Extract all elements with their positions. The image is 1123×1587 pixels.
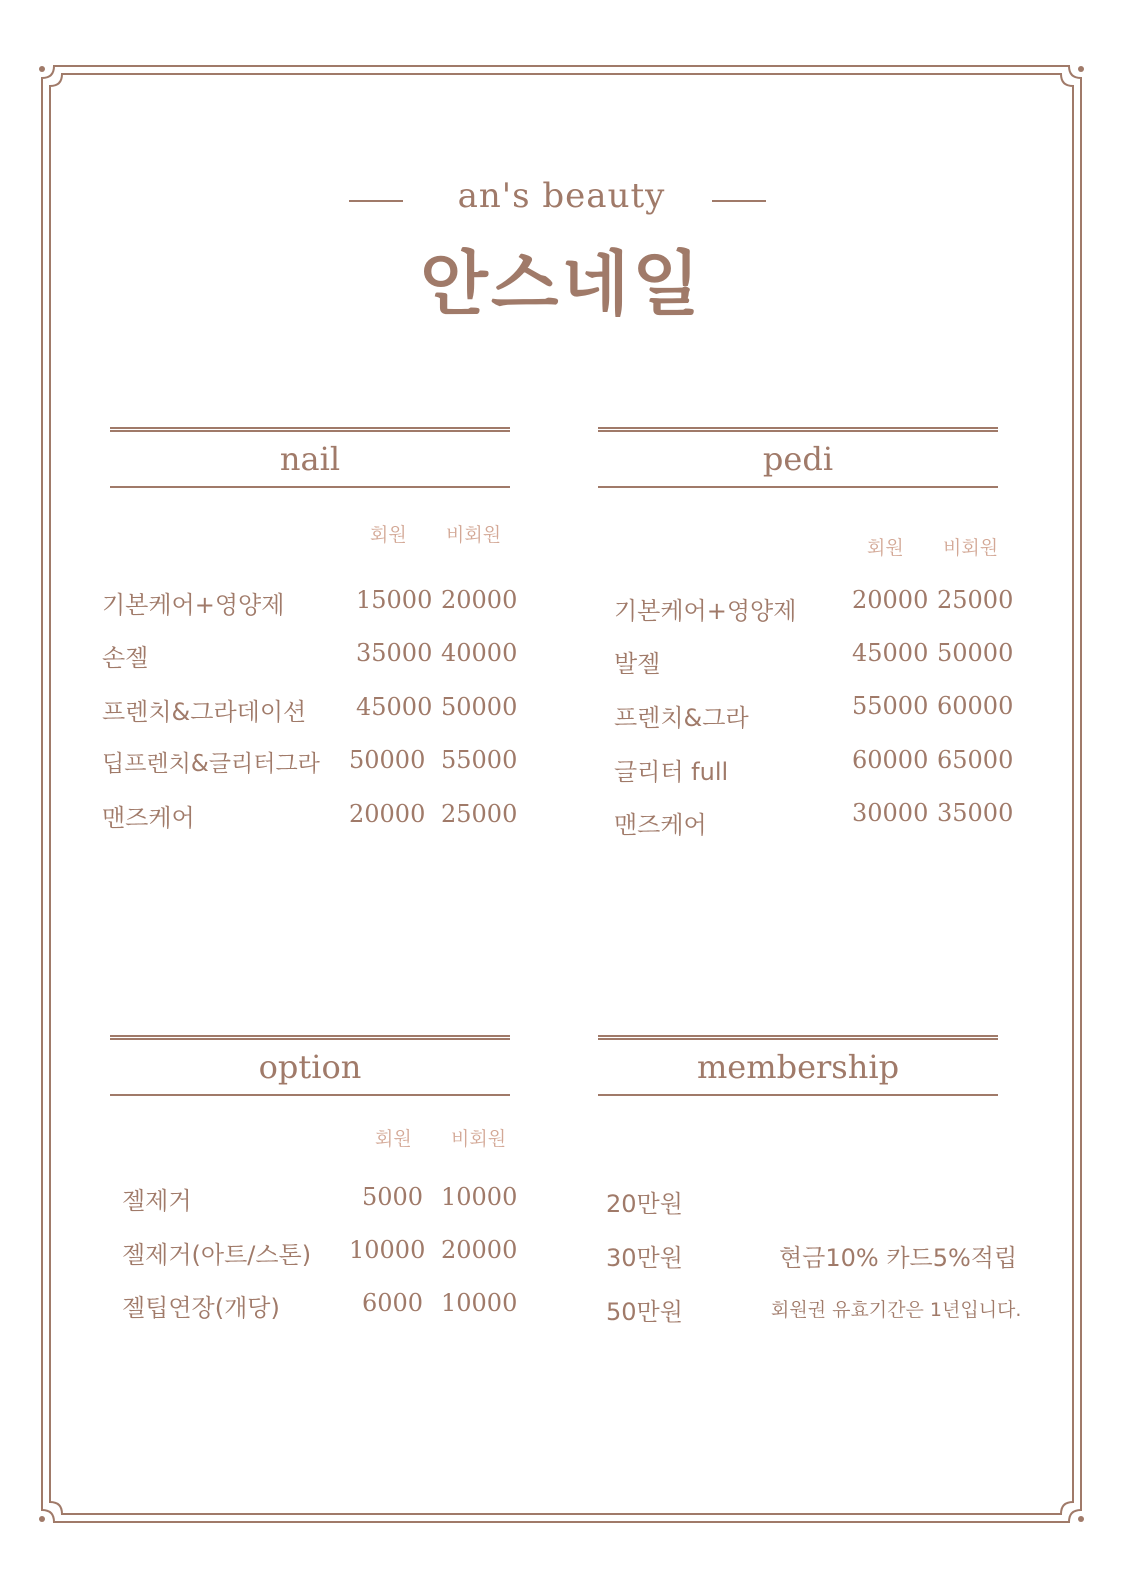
nail-section-header bbox=[110, 427, 510, 488]
option-item-name: 젤팁연장(개당) bbox=[122, 1294, 280, 1322]
nail-item-member-price: 20000 bbox=[349, 800, 426, 828]
pedi-item-nonmember-price: 35000 bbox=[937, 799, 1014, 827]
membership-section-header bbox=[598, 1035, 998, 1096]
pedi-nonmember-header: 비회원 bbox=[943, 537, 999, 559]
pedi-section-title: pedi bbox=[762, 440, 834, 478]
nail-item-member-price: 45000 bbox=[356, 693, 433, 721]
corner-dot bbox=[39, 66, 45, 72]
pedi-item-nonmember-price: 50000 bbox=[937, 639, 1014, 667]
membership-tier: 50만원 bbox=[606, 1298, 683, 1326]
option-nonmember-header: 비회원 bbox=[451, 1128, 507, 1150]
pedi-item-member-price: 45000 bbox=[852, 639, 929, 667]
nail-item-name: 맨즈케어 bbox=[102, 804, 195, 832]
option-item-nonmember-price: 10000 bbox=[441, 1183, 518, 1211]
section-bottom-rule bbox=[110, 486, 510, 488]
pedi-item-name: 발젤 bbox=[614, 650, 661, 678]
pedi-item-nonmember-price: 65000 bbox=[937, 746, 1014, 774]
pedi-member-header: 회원 bbox=[867, 537, 904, 559]
nail-item-nonmember-price: 50000 bbox=[441, 693, 518, 721]
nail-item-name: 기본케어+영양제 bbox=[102, 591, 285, 619]
pedi-item-member-price: 60000 bbox=[852, 746, 929, 774]
option-item-member-price: 10000 bbox=[349, 1236, 426, 1264]
section-bottom-rule bbox=[598, 1094, 998, 1096]
nail-item-nonmember-price: 40000 bbox=[441, 639, 518, 667]
pedi-item-member-price: 30000 bbox=[852, 799, 929, 827]
brand-english-name: an's beauty bbox=[457, 176, 666, 216]
pedi-item-name: 글리터 full bbox=[614, 758, 729, 786]
nail-item-name: 프렌치&그라데이션 bbox=[102, 698, 307, 726]
pedi-item-member-price: 20000 bbox=[852, 586, 929, 614]
option-item-name: 젤제거 bbox=[122, 1187, 192, 1215]
section-bottom-rule bbox=[598, 486, 998, 488]
membership-section-title: membership bbox=[696, 1048, 900, 1086]
pedi-item-name: 프렌치&그라 bbox=[614, 704, 749, 732]
membership-benefit-text: 현금10% 카드5%적립 bbox=[779, 1244, 1018, 1272]
pedi-item-member-price: 55000 bbox=[852, 692, 929, 720]
pedi-section-header bbox=[598, 427, 998, 488]
corner-dot bbox=[39, 1516, 45, 1522]
nail-item-nonmember-price: 55000 bbox=[441, 746, 518, 774]
membership-validity-note: 회원권 유효기간은 1년입니다. bbox=[771, 1299, 1022, 1321]
nail-item-nonmember-price: 20000 bbox=[441, 586, 518, 614]
membership-tier: 30만원 bbox=[606, 1244, 683, 1272]
corner-dot bbox=[1078, 66, 1084, 72]
membership-tier: 20만원 bbox=[606, 1190, 683, 1218]
option-item-member-price: 5000 bbox=[362, 1183, 424, 1211]
pedi-item-nonmember-price: 60000 bbox=[937, 692, 1014, 720]
option-section-header bbox=[110, 1035, 510, 1096]
nail-item-member-price: 35000 bbox=[356, 639, 433, 667]
nail-item-name: 딥프렌치&글리터그라 bbox=[102, 751, 320, 777]
nail-item-name: 손젤 bbox=[102, 644, 149, 672]
pedi-item-name: 맨즈케어 bbox=[614, 811, 707, 839]
nail-item-member-price: 50000 bbox=[349, 746, 426, 774]
brand-korean-name: 안스네일 bbox=[420, 243, 703, 325]
nail-section-title: nail bbox=[279, 440, 341, 478]
nail-item-member-price: 15000 bbox=[356, 586, 433, 614]
pedi-item-name: 기본케어+영양제 bbox=[614, 597, 797, 625]
option-member-header: 회원 bbox=[375, 1128, 412, 1150]
nail-item-nonmember-price: 25000 bbox=[441, 800, 518, 828]
pedi-item-nonmember-price: 25000 bbox=[937, 586, 1014, 614]
option-section-title: option bbox=[258, 1048, 362, 1086]
section-bottom-rule bbox=[110, 1094, 510, 1096]
option-item-nonmember-price: 10000 bbox=[441, 1289, 518, 1317]
option-item-name: 젤제거(아트/스톤) bbox=[122, 1241, 312, 1269]
nail-member-header: 회원 bbox=[370, 524, 407, 546]
option-item-member-price: 6000 bbox=[362, 1289, 424, 1317]
corner-dot bbox=[1078, 1516, 1084, 1522]
option-item-nonmember-price: 20000 bbox=[441, 1236, 518, 1264]
nail-nonmember-header: 비회원 bbox=[446, 524, 502, 546]
